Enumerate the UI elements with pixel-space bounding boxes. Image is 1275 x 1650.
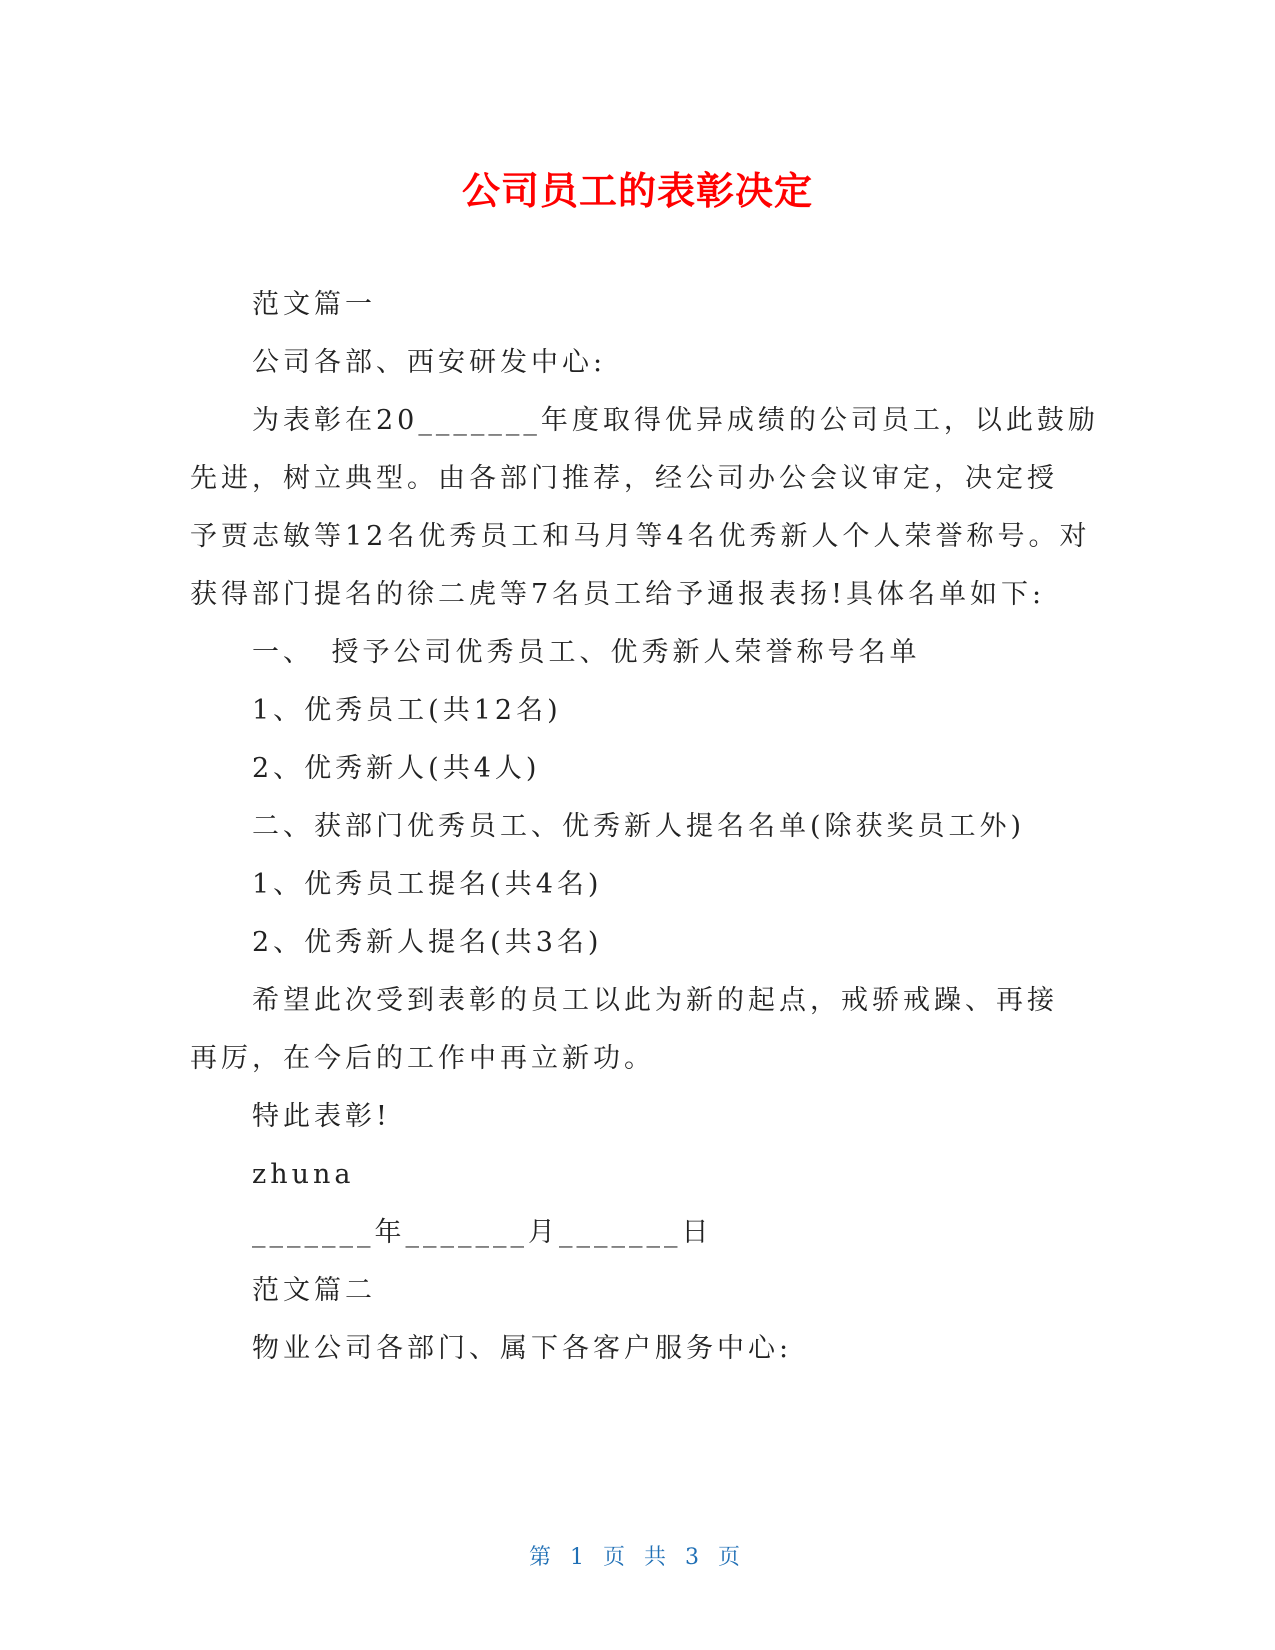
body-line: 1、优秀员工(共12名) — [190, 695, 562, 726]
body-line: 再厉，在今后的工作中再立新功。 — [190, 1043, 655, 1074]
body-line: 一、 授予公司优秀员工、优秀新人荣誉称号名单 — [190, 637, 921, 668]
body-line: 特此表彰! — [190, 1101, 391, 1132]
body-line: 范文篇一 — [190, 289, 376, 320]
body-line: 范文篇二 — [190, 1275, 376, 1306]
body-line: 先进，树立典型。由各部门推荐，经公司办公会议审定，决定授 — [190, 463, 1058, 494]
body-line: 2、优秀新人(共4人) — [190, 753, 541, 784]
body-line: 2、优秀新人提名(共3名) — [190, 927, 603, 958]
document-title: 公司员工的表彰决定 — [461, 169, 813, 213]
body-line: 予贾志敏等12名优秀员工和马月等4名优秀新人个人荣誉称号。对 — [190, 521, 1091, 552]
body-line: 为表彰在20_______年度取得优异成绩的公司员工，以此鼓励 — [190, 405, 1099, 436]
body-line: 1、优秀员工提名(共4名) — [190, 869, 603, 900]
page-number: 第 1 页 共 3 页 — [529, 1545, 746, 1570]
body-line: 希望此次受到表彰的员工以此为新的起点，戒骄戒躁、再接 — [190, 985, 1058, 1016]
body-line: 二、获部门优秀员工、优秀新人提名名单(除获奖员工外) — [190, 811, 1026, 842]
date-line: _______年_______月_______日 — [190, 1217, 713, 1248]
signature-line: zhuna — [190, 1159, 355, 1190]
body-line: 获得部门提名的徐二虎等7名员工给予通报表扬!具体名单如下: — [190, 579, 1046, 610]
body-line: 公司各部、西安研发中心: — [190, 347, 607, 378]
body-line: 物业公司各部门、属下各客户服务中心: — [190, 1333, 793, 1364]
